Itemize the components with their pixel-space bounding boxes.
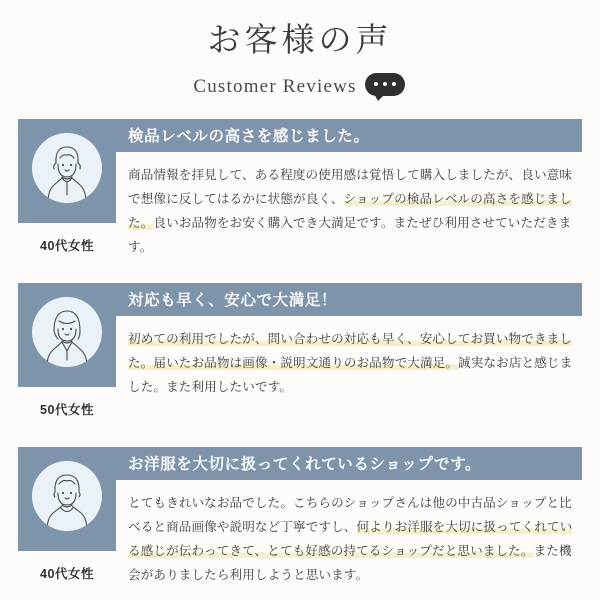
avatar-age-label: 40代女性: [40, 566, 94, 581]
avatar-column: [18, 283, 116, 435]
review-title: 対応も早く、安心で大満足！: [116, 283, 582, 316]
avatar-panel: [18, 283, 116, 435]
page-header: [0, 0, 600, 103]
page-title: お客様の声: [207, 23, 393, 59]
avatar-column: [18, 447, 116, 599]
review-text-part-1: とてもきれいなお品でした。こちらのショップさんは他の中古品ショップと比べると商品画像や説明など丁寧ですし、: [128, 495, 572, 534]
review-title: お洋服を大切に扱ってくれているショップです。: [116, 447, 582, 480]
avatar: [32, 461, 102, 531]
avatar: [32, 133, 102, 203]
review-body: [116, 283, 582, 435]
review-text-part-2: 誠実なお店と感じました。また利用したいです。: [128, 355, 573, 394]
avatar-woman-40s-short-hair-icon: [32, 133, 102, 203]
avatar-woman-40s-curly-hair-icon: [32, 461, 102, 531]
review-text-highlight: 初めての利用でしたが、問い合わせの対応も早く、安心してお買い物できました。届いたお品物は画像・説明文通りのお品物で大満足。: [128, 331, 573, 370]
avatar-age-label: 50代女性: [40, 402, 94, 417]
review-text-part-2: 良いお品物をお安く購入でき大満足です。またぜひ利用させていただきます。: [128, 215, 572, 255]
avatar-woman-50s-bob-hair-icon: [32, 297, 102, 367]
reviews-list: [0, 119, 600, 599]
review-item: [0, 119, 600, 271]
speech-bubble-icon: [365, 71, 407, 101]
review-text: [116, 316, 582, 400]
review-text-part-2: また機会がありましたら利用しようと思います。: [128, 543, 572, 583]
review-title: 検品レベルの高さを感じました。: [116, 119, 582, 152]
avatar-panel: [18, 447, 116, 599]
avatar-age-label: 40代女性: [40, 238, 94, 253]
page-subtitle-row: [0, 71, 600, 103]
page-subtitle: Customer Reviews: [193, 75, 357, 97]
review-text-highlight: 何よりお洋服を大切に扱ってくれている感じが伝わってきて、とても好感の持てるショップだと思いました。: [128, 519, 573, 558]
review-body: [116, 447, 582, 599]
avatar-column: [18, 119, 116, 271]
review-text: [116, 152, 582, 260]
review-item: [0, 283, 600, 435]
review-text: [116, 480, 582, 588]
avatar-panel: [18, 119, 116, 271]
avatar: [32, 297, 102, 367]
review-text-part-1: 商品情報を拝見して、ある程度の使用感は覚悟して購入しましたが、良い意味で想像に反してはるかに状態が良く、: [128, 167, 573, 206]
review-text-highlight: ショップの検品レベルの高さを感じました。: [128, 191, 572, 230]
review-item: [0, 447, 600, 599]
review-body: [116, 119, 582, 271]
